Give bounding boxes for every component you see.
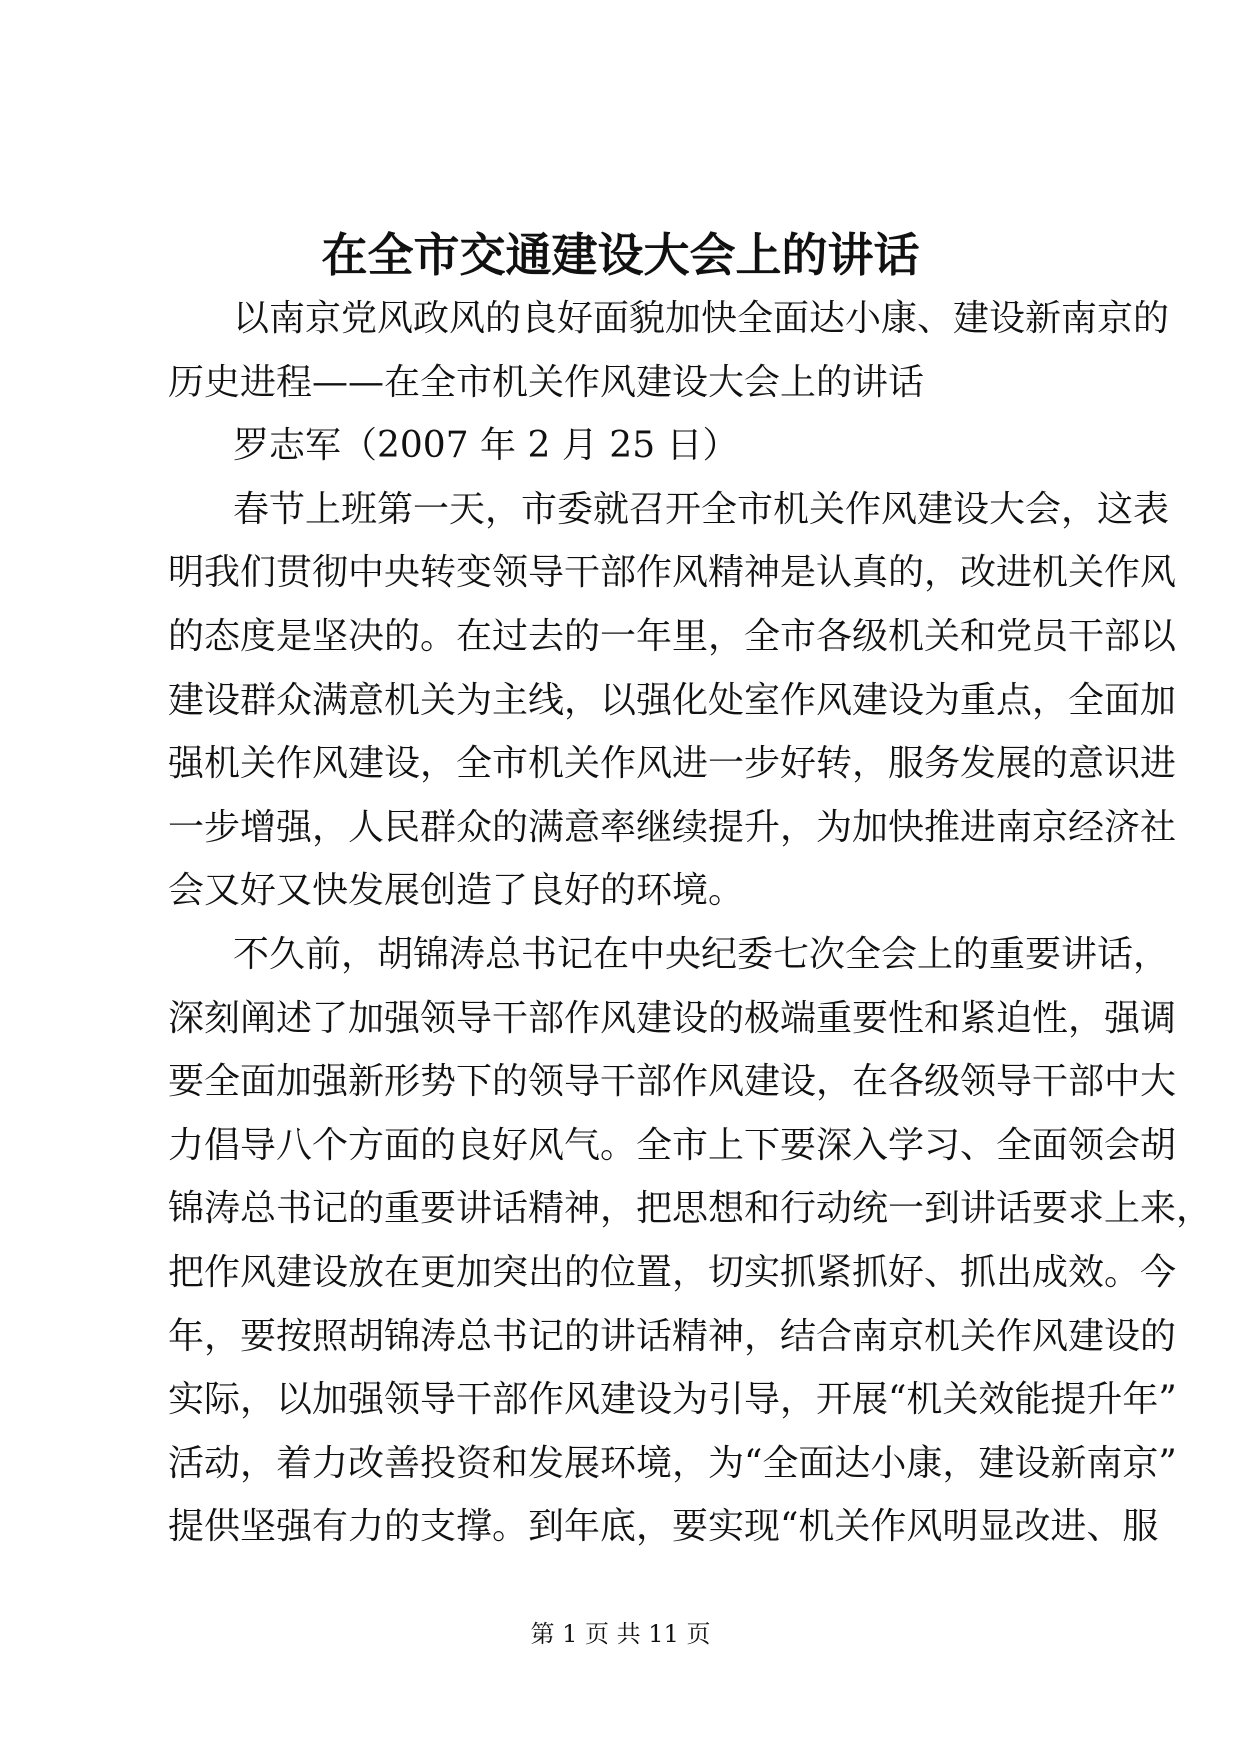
text-line: 年，要按照胡锦涛总书记的讲话精神，结合南京机关作风建设的 xyxy=(168,1315,1177,1357)
text-line: 强机关作风建设，全市机关作风进一步好转，服务发展的意识进 xyxy=(168,743,1177,785)
text-line: 要全面加强新形势下的领导干部作风建设，在各级领导干部中大 xyxy=(168,1061,1177,1103)
text-line: 力倡导八个方面的良好风气。全市上下要深入学习、全面领会胡 xyxy=(168,1124,1177,1166)
text-line: 一步增强，人民群众的满意率继续提升，为加快推进南京经济社 xyxy=(168,806,1177,848)
text-line: 明我们贯彻中央转变领导干部作风精神是认真的，改进机关作风 xyxy=(168,552,1177,594)
text-line: 罗志军（2007 年 2 月 25 日） xyxy=(233,425,739,467)
text-line: 实际，以加强领导干部作风建设为引导，开展“机关效能提升年” xyxy=(168,1379,1177,1421)
text-line: 提供坚强有力的支撑。到年底，要实现“机关作风明显改进、服 xyxy=(168,1506,1159,1548)
text-line: 会又好又快发展创造了良好的环境。 xyxy=(168,870,745,912)
text-line: 活动，着力改善投资和发展环境，为“全面达小康，建设新南京” xyxy=(168,1442,1177,1484)
text-line: 的态度是坚决的。在过去的一年里，全市各级机关和党员干部以 xyxy=(168,616,1177,657)
text-line: 春节上班第一天，市委就召开全市机关作风建设大会，这表 xyxy=(233,488,1170,530)
page-number-footer: 第 1 页 共 11 页 xyxy=(530,1620,711,1648)
text-line: 不久前，胡锦涛总书记在中央纪委七次全会上的重要讲话， xyxy=(233,934,1170,975)
document-title: 在全市交通建设大会上的讲话 xyxy=(321,228,920,282)
text-line: 建设群众满意机关为主线，以强化处室作风建设为重点，全面加 xyxy=(168,679,1177,721)
text-line: 锦涛总书记的重要讲话精神，把思想和行动统一到讲话要求上来， xyxy=(168,1188,1213,1230)
text-line: 历史进程——在全市机关作风建设大会上的讲话 xyxy=(168,361,925,403)
text-line: 以南京党风政风的良好面貌加快全面达小康、建设新南京的 xyxy=(233,298,1170,339)
text-line: 深刻阐述了加强领导干部作风建设的极端重要性和紧迫性，强调 xyxy=(168,997,1177,1039)
text-line: 把作风建设放在更加突出的位置，切实抓紧抓好、抓出成效。今 xyxy=(168,1252,1177,1293)
